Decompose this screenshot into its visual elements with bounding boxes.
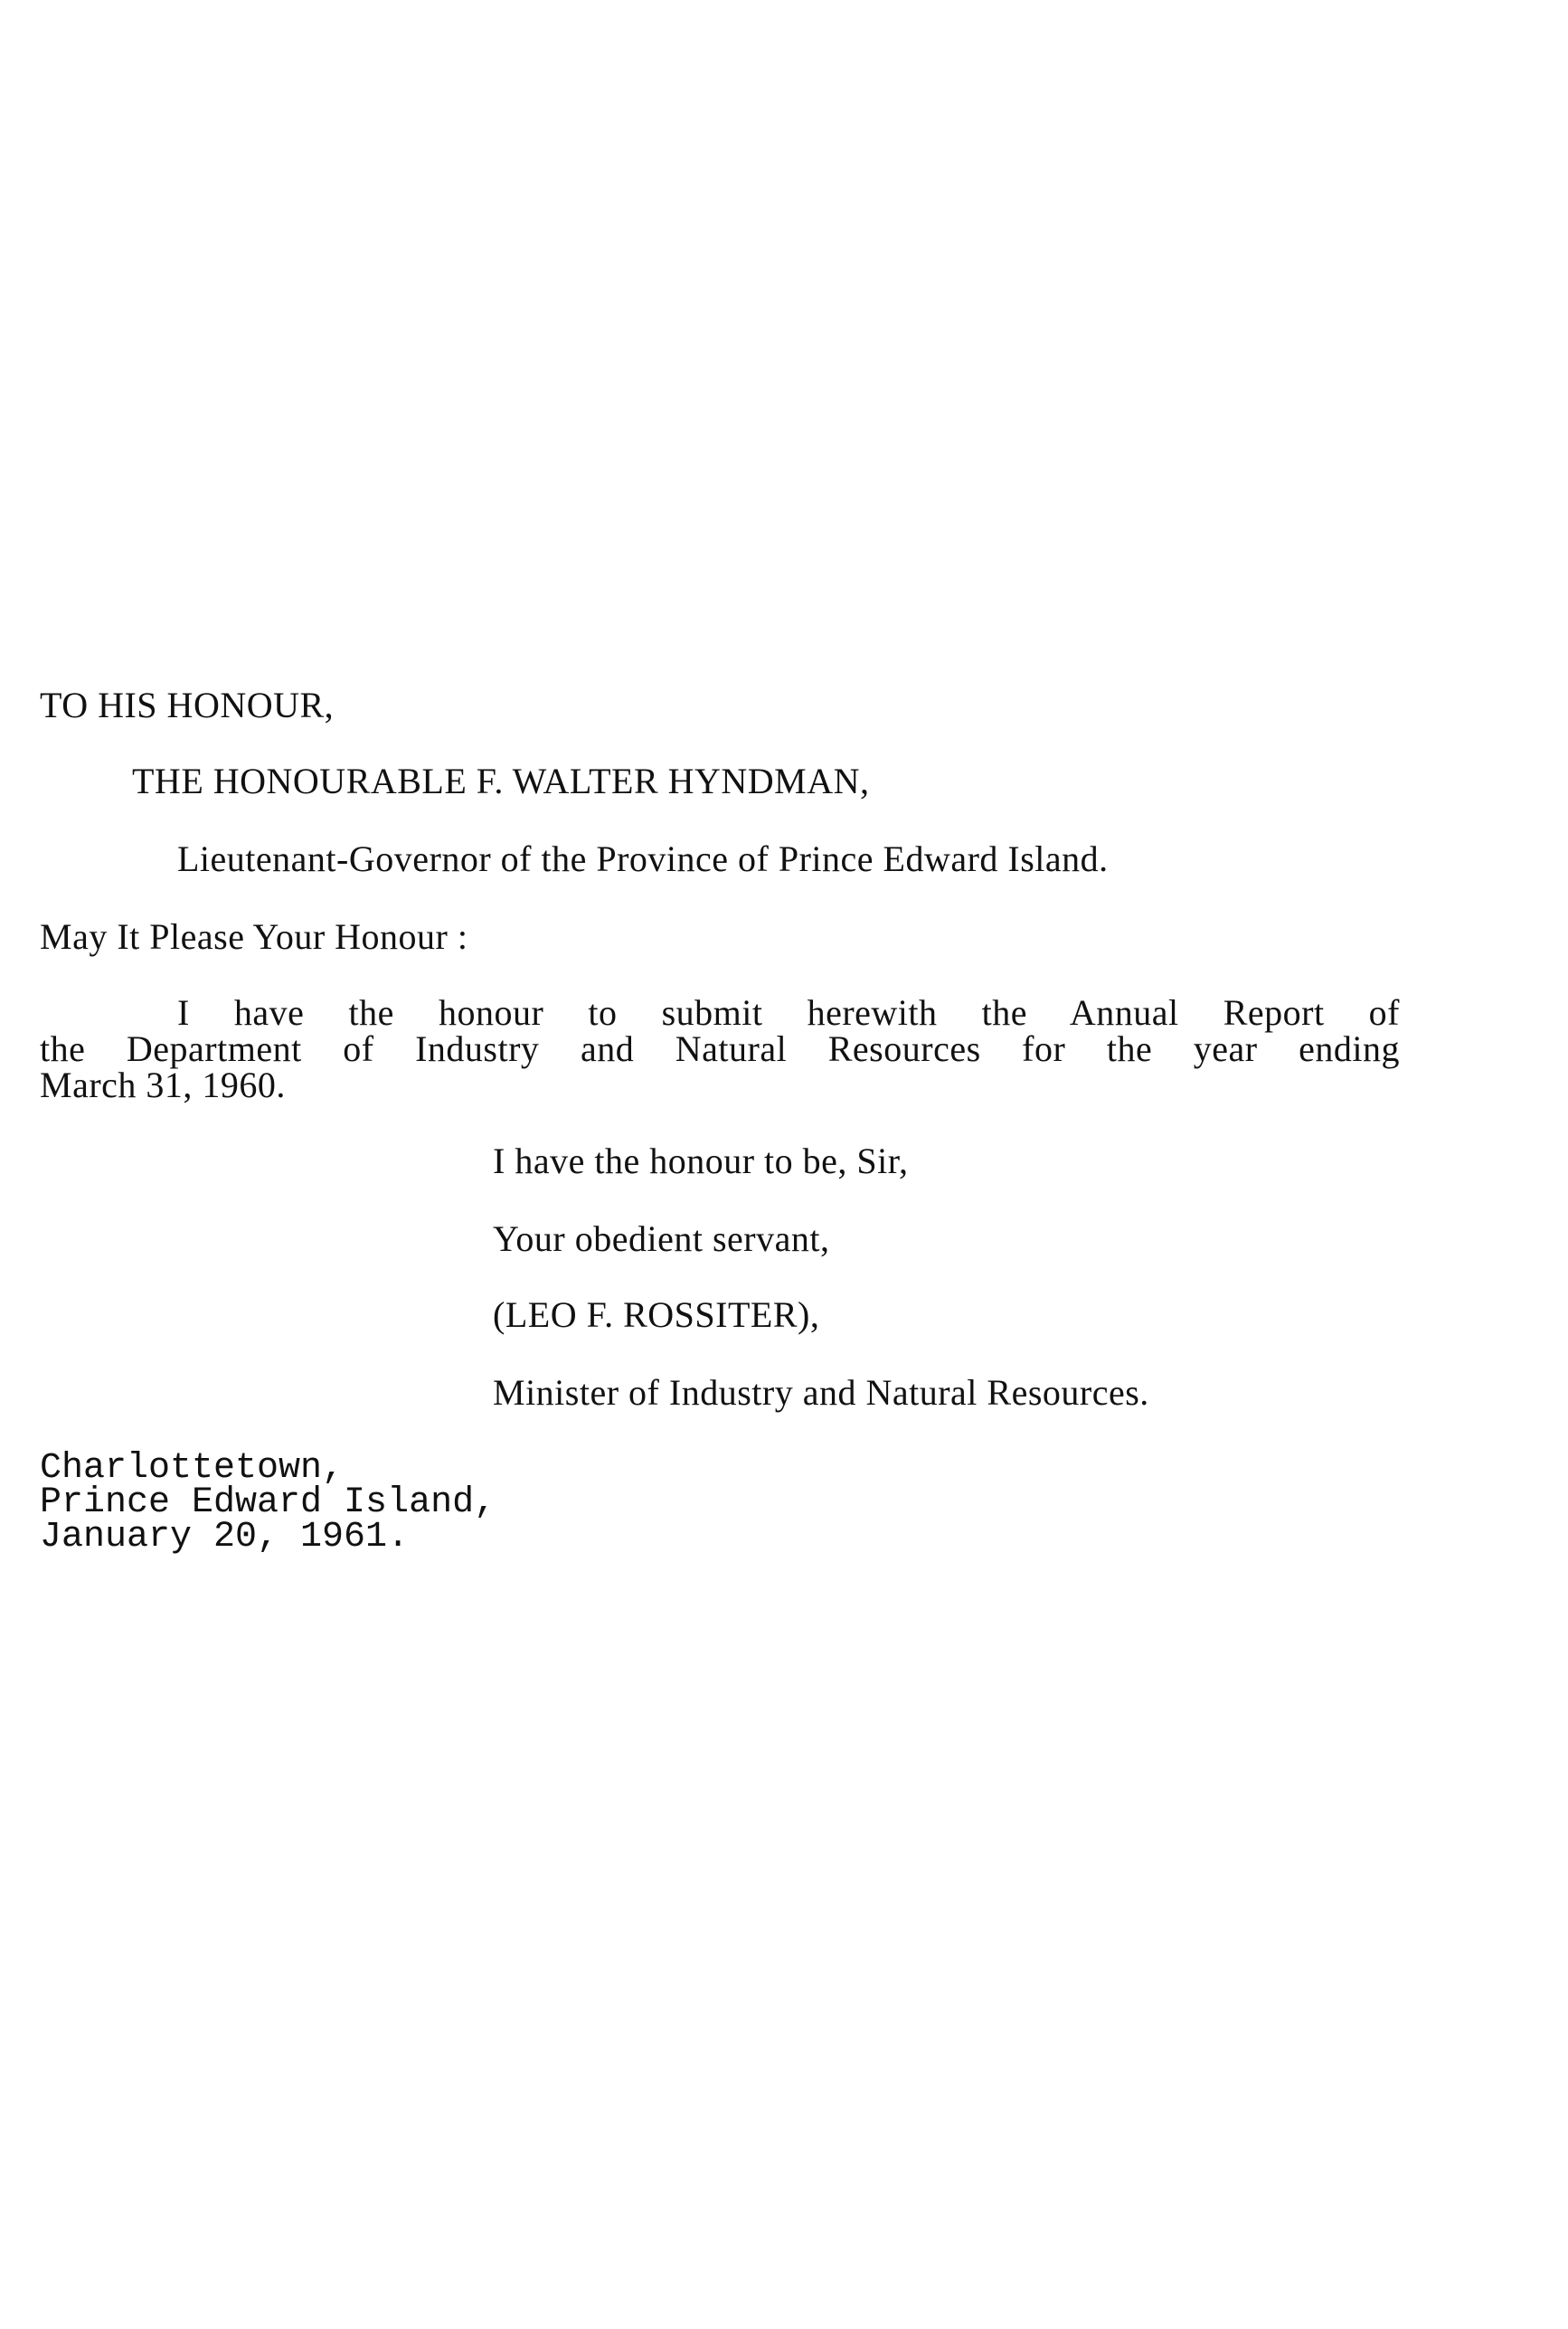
body-line-1: I have the honour to submit herewith the Annual Report of bbox=[177, 992, 1400, 1033]
body-line-3: March 31, 1960. bbox=[40, 1065, 286, 1105]
place-line-1: Charlottetown, bbox=[40, 1448, 345, 1489]
addressee-line-1: TO HIS HONOUR, bbox=[40, 685, 335, 725]
signatory-title: Minister of Industry and Natural Resources. bbox=[493, 1372, 1149, 1413]
place-line-2: Prince Edward Island, bbox=[40, 1482, 496, 1523]
addressee-line-3: Lieutenant-Governor of the Province of Prince Edward Island. bbox=[177, 838, 1109, 879]
closing-line-1: I have the honour to be, Sir, bbox=[493, 1141, 909, 1181]
salutation: May It Please Your Honour : bbox=[40, 916, 468, 957]
body-line-2: the Department of Industry and Natural Resources for the year ending bbox=[40, 1028, 1400, 1069]
place-date: January 20, 1961. bbox=[40, 1517, 410, 1557]
addressee-line-2: THE HONOURABLE F. WALTER HYNDMAN, bbox=[132, 761, 870, 801]
closing-line-2: Your obedient servant, bbox=[493, 1218, 830, 1259]
signatory-name: (LEO F. ROSSITER), bbox=[493, 1294, 820, 1335]
